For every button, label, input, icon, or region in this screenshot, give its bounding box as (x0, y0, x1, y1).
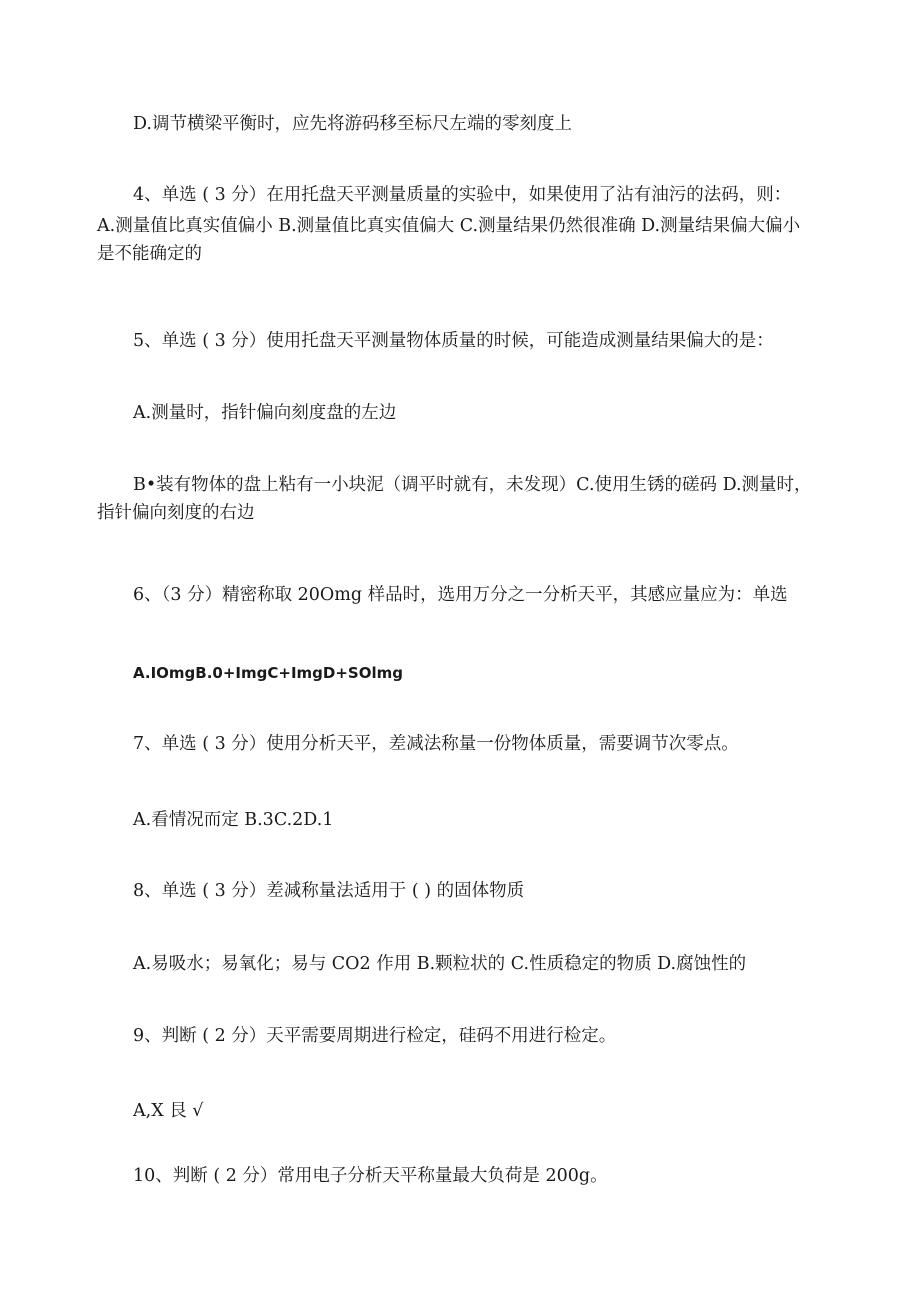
question-5-options-bcd: B•装有物体的盘上粘有一小块泥（调平时就有，未发现）C.使用生锈的磋码 D.测量时， (133, 475, 812, 495)
question-4-stem: 4、单选 ( 3 分）在用托盘天平测量质量的实验中，如果使用了沾有油污的法码，则： (133, 185, 792, 205)
question-5-options-bcd-cont: 指针偏向刻度的右边 (97, 503, 255, 523)
question-8-options: A.易吸水；易氧化；易与 CO2 作用 B.颗粒状的 C.性质稳定的物质 D.腐蚀性的 (133, 954, 747, 974)
question-6-stem: 6、（3 分）精密称取 20Omg 样品时，选用万分之一分析天平，其感应量应为：单选 (133, 585, 788, 605)
question-4-options: A.测量值比真实值偏小 B.测量值比真实值偏大 C.测量结果仍然很准确 D.测量结果偏大偏小 (97, 216, 801, 236)
question-4-options-cont: 是不能确定的 (97, 244, 202, 264)
question-6-options: A.IOmgB.0+ImgC+ImgD+SOlmg (133, 664, 403, 682)
question-9-stem: 9、判断 ( 2 分）天平需要周期进行检定，硅码不用进行检定。 (133, 1026, 617, 1046)
question-7-options: A.看情况而定 B.3C.2D.1 (133, 810, 334, 830)
question-5-stem: 5、单选 ( 3 分）使用托盘天平测量物体质量的时候，可能造成测量结果偏大的是： (133, 331, 774, 351)
question-8-stem: 8、单选 ( 3 分）差减称量法适用于 ( ) 的固体物质 (133, 881, 525, 901)
option-d-line: D.调节横梁平衡时，应先将游码移至标尺左端的零刻度上 (133, 114, 572, 134)
question-10-stem: 10、判断 ( 2 分）常用电子分析天平称量最大负荷是 200g。 (133, 1166, 608, 1186)
question-4 (97, 181, 837, 268)
question-9-options: A,X 艮 √ (133, 1101, 204, 1121)
question-5-option-a: A.测量时，指针偏向刻度盘的左边 (133, 403, 397, 423)
question-5-option-b-block (97, 471, 837, 527)
question-7-stem: 7、单选 ( 3 分）使用分析天平，差减法称量一份物体质量，需要调节次零点。 (133, 734, 739, 754)
